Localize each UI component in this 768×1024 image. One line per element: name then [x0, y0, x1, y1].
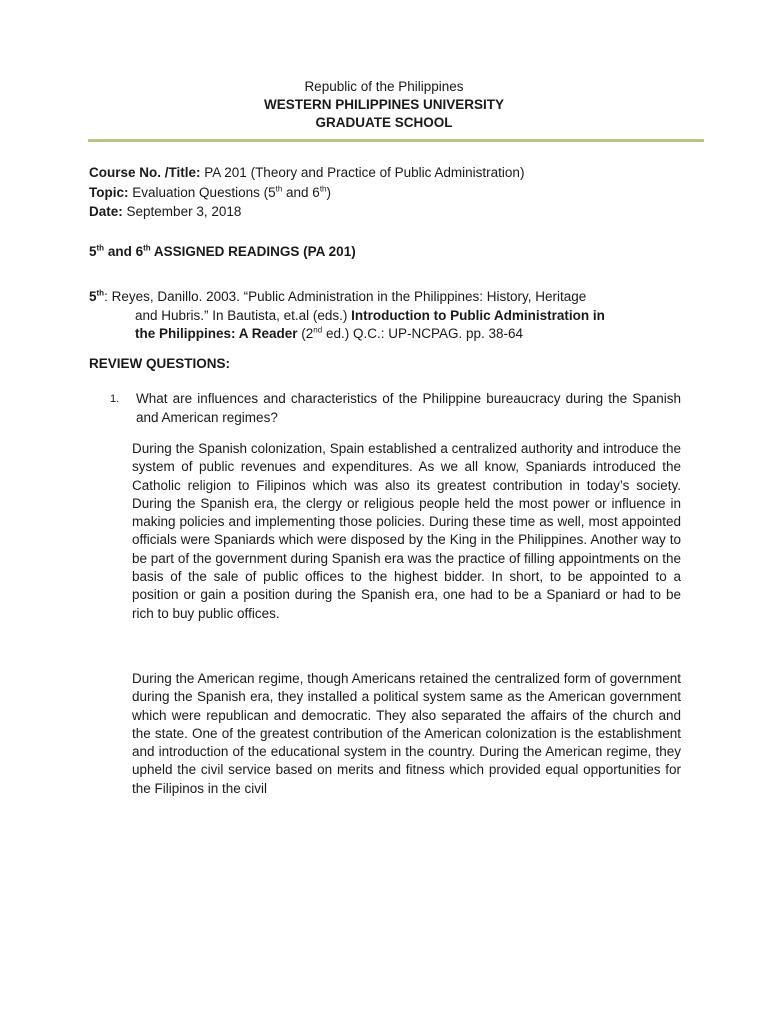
- assigned-readings-heading: [89, 244, 356, 259]
- citation-bold-1: Introduction to Public Administration in: [351, 307, 605, 323]
- citation-line-2: [89, 307, 681, 326]
- citation-text-1: : Reyes, Danillo. 2003. “Public Administration in the Philippines: History, Heritage: [104, 289, 587, 304]
- citation-num: 5: [89, 289, 97, 304]
- republic-line: Republic of the Philippines: [304, 79, 464, 94]
- section-sup-1: th: [96, 243, 105, 253]
- topic-value-pre: Evaluation Questions (5: [132, 184, 276, 200]
- course-label: Course No. /Title:: [89, 165, 201, 180]
- header-divider: [88, 139, 704, 142]
- question-number: 1.: [110, 393, 120, 405]
- section-post: ASSIGNED READINGS (PA 201): [150, 244, 356, 259]
- citation-sup-2: nd: [313, 325, 323, 335]
- date-line: [89, 202, 689, 222]
- citation-text-4: ed.) Q.C.: UP-NCPAG. pp. 38-64: [322, 326, 524, 341]
- citation-text-2: and Hubris.” In Bautista, et.al (eds.): [135, 307, 352, 323]
- topic-line: [89, 183, 689, 203]
- school-name: GRADUATE SCHOOL: [315, 115, 453, 130]
- course-meta: [89, 163, 689, 222]
- date-label: Date:: [89, 204, 123, 219]
- course-value: PA 201 (Theory and Practice of Public Administration): [204, 165, 525, 180]
- answer-paragraph-1: During the Spanish colonization, Spain established a centralized authority and introduce the system of public revenues and expenditures. As we all know, Spaniards introduced the Catholic religion to Filipinos which was also its greatest contribution in today’s society. During the Spanish era, the clergy or religious people held the most power or influence in making policies and implementing those policies. During these time as well, most appointed officials were Spaniards which were disposed by the King in the Philippines. Another way to be part of the government during Spanish era was the practice of filling appointments on the basis of the sale of public offices to the highest bidder. In short, to be appointed to a position or gain a position during the Spanish era, one had to be a Spaniard or had to be rich to buy public offices.: [132, 441, 681, 621]
- reading-citation: [89, 288, 681, 344]
- course-line: [89, 163, 689, 183]
- section-mid: and 6: [104, 244, 144, 259]
- topic-sup-2: th: [319, 184, 327, 193]
- citation-sup: th: [96, 288, 105, 298]
- date-value: September 3, 2018: [126, 204, 242, 219]
- citation-bold-2: the Philippines: A Reader: [135, 326, 298, 341]
- topic-label: Topic:: [89, 184, 129, 200]
- citation-line-3: [89, 325, 681, 344]
- university-name: WESTERN PHILIPPINES UNIVERSITY: [263, 97, 505, 112]
- question-1: [110, 390, 681, 427]
- topic-value-post: ): [326, 184, 331, 200]
- question-text: What are influences and characteristics of the Philippine bureaucracy during the Spanish and American regimes?: [136, 391, 681, 425]
- review-questions-heading: REVIEW QUESTIONS:: [89, 356, 231, 371]
- document-header: [0, 78, 768, 132]
- section-sup-2: th: [143, 243, 151, 253]
- citation-text-3: (2: [297, 326, 314, 341]
- answer-paragraph-2: During the American regime, though Americans retained the centralized form of government during the Spanish era, they installed a political system same as the American government which were republican and democratic. They also separated the affairs of the church and the state. One of the greatest contribution of the American colonization is the establishment and introduction of the educational system in the country. During the American regime, they upheld the civil service based on merits and fitness which provided equal opportunities for the Filipinos in the civil: [132, 671, 681, 796]
- section-pre: 5: [89, 244, 97, 259]
- topic-value-mid: and 6: [282, 184, 320, 200]
- topic-sup-1: th: [275, 184, 283, 193]
- citation-line-1: [89, 288, 681, 307]
